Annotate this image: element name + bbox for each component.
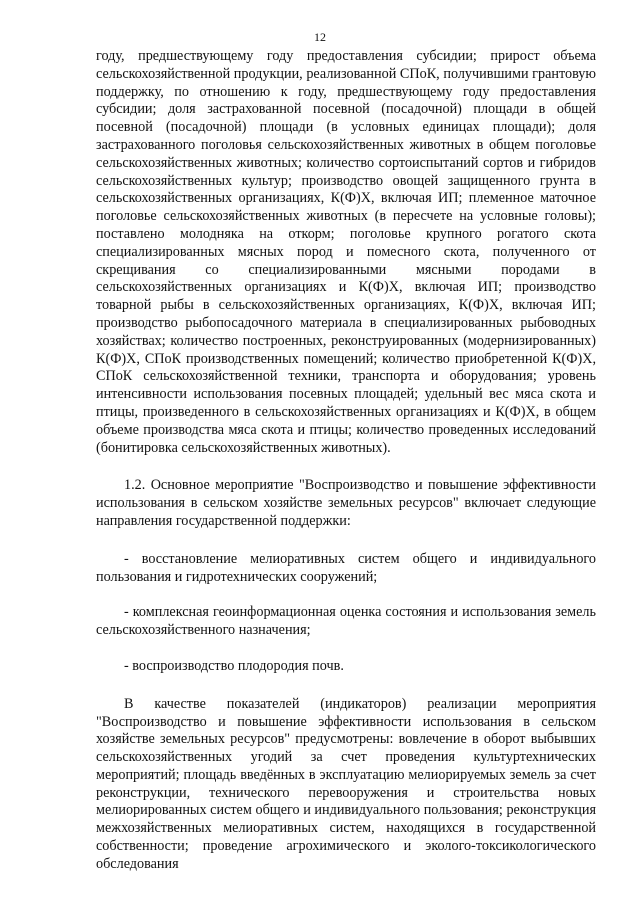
document-body [96, 48, 596, 874]
paragraph-land-indicators: В качестве показателей (индикаторов) реализации мероприятия "Воспроизводство и повышение эффективности использования в сельском хозяйстве земельных ресурсов" предусмотрены: вовлечение в оборот выбывших сельскохозяйственных угодий за счет проведения культуртехнических мероприятий; площадь введённых в эксплуатацию мелиорируемых земель за счет реконструкции, технического перевооружения и строительства новых мелиорированных систем общего и индивидуального пользования; реконструкция межхозяйственных мелиоративных систем, находящихся в государственной собственности; проведение агрохимического и эколого-токсикологического обследования [96, 695, 596, 872]
page-number: 12 [314, 30, 326, 44]
list-item-geoinformation-assessment: - комплексная геоинформационная оценка состояния и использования земель сельскохозяйственного назначения; [96, 604, 596, 639]
paragraph-indicators-continued: году, предшествующему году предоставления субсидии; прирост объема сельскохозяйственной продукции, реализованной СПоК, получившими грантовую поддержку, по отношению к году, предшествующему году предоставления субсидии; доля застрахованной посевной (посадочной) площади в общей посевной (посадочной) площади (в условных единицах площади); доля застрахованного поголовья сельскохозяйственных животных в общем поголовье сельскохозяйственных животных; количество сортоиспытаний сортов и гибридов сельскохозяйственных культур; производство овощей защищенного грунта в сельскохозяйственных организациях, К(Ф)Х, включая ИП; племенное маточное поголовье сельскохозяйственных животных (в пересчете на условные головы); поставлено молодняка на откорм; поголовье крупного рогатого скота специализированных мясных пород и помесного скота, полученного от скрещивания со специализированными мясными породами в сельскохозяйственных организациях и К(Ф)Х, включая ИП; производство товарной рыбы в сельскохозяйственных организациях, К(Ф)Х, включая ИП; производство рыбопосадочного материала в специализированных рыбоводных хозяйствах; количество построенных, реконструированных (модернизированных) К(Ф)Х, СПоК производственных помещений; количество приобретенной К(Ф)Х, СПоК сельскохозяйственной техники, транспорта и оборудования; уровень интенсивности использования посевных площадей; удельный вес мяса скота и птицы, произведенного в сельскохозяйственных организациях и К(Ф)Х, в общем объеме производства мяса скота и птицы; количество проведенных исследований (бонитировка сельскохозяйственных животных). [96, 48, 596, 456]
list-item-melioration-systems: - восстановление мелиоративных систем общего и индивидуального пользования и гидротехнических сооружений; [96, 550, 596, 585]
paragraph-main-measure-1-2: 1.2. Основное мероприятие "Воспроизводство и повышение эффективности использования в сельском хозяйстве земельных ресурсов" включает следующие направления государственной поддержки: [96, 477, 596, 529]
list-item-soil-fertility: - воспроизводство плодородия почв. [124, 657, 344, 674]
